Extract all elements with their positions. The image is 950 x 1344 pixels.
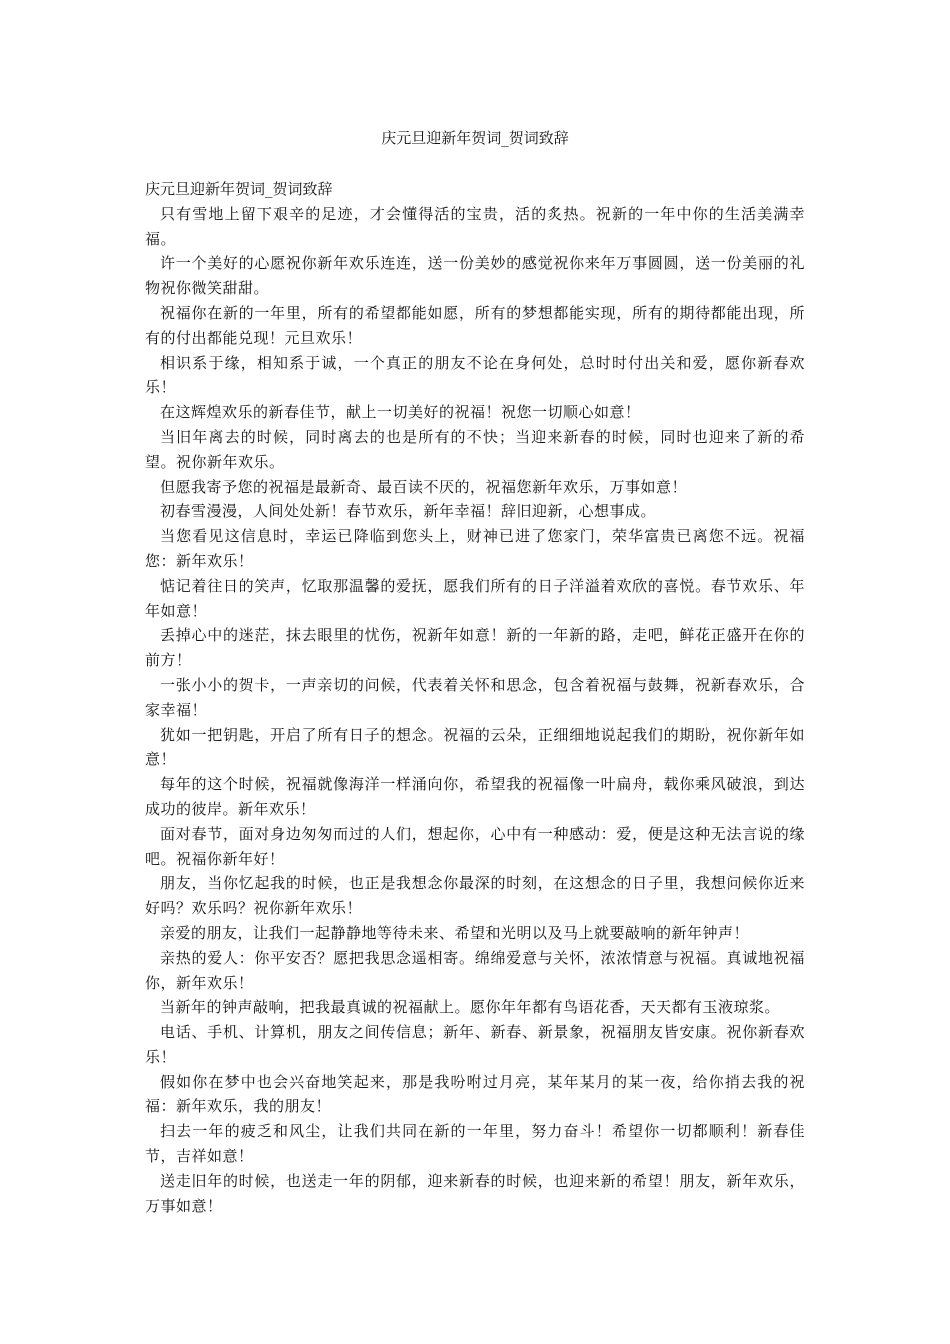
document-body	[145, 177, 805, 1218]
paragraph: 初春雪漫漫，人间处处新！春节欢乐，新年幸福！辞旧迎新，心想事成。	[160, 502, 657, 521]
paragraph: 假如你在梦中也会兴奋地笑起来，那是我吩咐过月亮，某年某月的某一夜，给你捎去我的祝福：新年欢乐，我的朋友！	[145, 1072, 805, 1116]
paragraph: 但愿我寄予您的祝福是最新奇、最百读不厌的，祝福您新年欢乐，万事如意！	[160, 477, 688, 496]
paragraph: 朋友，当你忆起我的时候，也正是我想念你最深的时刻，在这想念的日子里，我想问候你近来好吗？欢乐吗？祝你新年欢乐！	[145, 874, 805, 918]
paragraph: 许一个美好的心愿祝你新年欢乐连连，送一份美妙的感觉祝你来年万事圆圆，送一份美丽的礼物祝你微笑甜甜。	[145, 254, 805, 298]
paragraph: 面对春节，面对身边匆匆而过的人们，想起你，心中有一种感动：爱，便是这种无法言说的缘吧。祝福你新年好！	[145, 824, 805, 868]
paragraph: 祝福你在新的一年里，所有的希望都能如愿，所有的梦想都能实现，所有的期待都能出现，所有的付出都能兑现！元旦欢乐！	[145, 303, 805, 347]
paragraph: 犹如一把钥匙，开启了所有日子的想念。祝福的云朵，正细细地说起我们的期盼，祝你新年如意！	[145, 725, 805, 769]
paragraph: 每年的这个时候，祝福就像海洋一样涌向你，希望我的祝福像一叶扁舟，载你乘风破浪，到达成功的彼岸。新年欢乐！	[145, 775, 805, 818]
paragraph: 只有雪地上留下艰辛的足迹，才会懂得活的宝贵，活的炙热。祝新的一年中你的生活美满幸福。	[145, 204, 805, 248]
paragraph: 一张小小的贺卡，一声亲切的问候，代表着关怀和思念，包含着祝福与鼓舞，祝新春欢乐，合家幸福！	[145, 675, 805, 719]
paragraph: 亲爱的朋友，让我们一起静静地等待未来、希望和光明以及马上就要敲响的新年钟声！	[160, 923, 750, 942]
paragraph: 扫去一年的疲乏和风尘，让我们共同在新的一年里，努力奋斗！希望你一切都顺利！新春佳节，吉祥如意！	[145, 1122, 805, 1166]
paragraph: 惦记着往日的笑声，忆取那温馨的爱抚，愿我们所有的日子洋溢着欢欣的喜悦。春节欢乐、年年如意！	[145, 576, 805, 620]
paragraph: 当新年的钟声敲响，把我最真诚的祝福献上。愿你年年都有鸟语花香，天天都有玉液琼浆。	[160, 998, 781, 1017]
paragraph: 在这辉煌欢乐的新春佳节，献上一切美好的祝福！祝您一切顺心如意！	[160, 403, 641, 422]
document-subtitle: 庆元旦迎新年贺词_贺词致辞	[145, 180, 333, 198]
paragraph: 当您看见这信息时，幸运已降临到您头上，财神已进了您家门，荣华富贵已离您不远。祝福您：新年欢乐！	[145, 527, 805, 570]
paragraph: 电话、手机、计算机，朋友之间传信息；新年、新春、新景象，祝福朋友皆安康。祝你新春欢乐！	[145, 1023, 805, 1066]
paragraph: 丢掉心中的迷茫，抹去眼里的忧伤，祝新年如意！新的一年新的路，走吧，鲜花正盛开在你的前方！	[145, 626, 805, 670]
paragraph: 当旧年离去的时候，同时离去的也是所有的不快；当迎来新春的时候，同时也迎来了新的希望。祝你新年欢乐。	[145, 427, 805, 471]
paragraph: 相识系于缘，相知系于诚，一个真正的朋友不论在身何处，总时时付出关和爱，愿你新春欢乐！	[145, 353, 805, 397]
paragraph: 送走旧年的时候，也送走一年的阴郁，迎来新春的时候，也迎来新的希望！朋友，新年欢乐，万事如意！	[145, 1171, 805, 1215]
page-title: 庆元旦迎新年贺词_贺词致辞	[381, 129, 569, 147]
paragraph: 亲热的爱人：你平安否？愿把我思念遥相寄。绵绵爱意与关怀，浓浓情意与祝福。真诚地祝福你，新年欢乐！	[145, 948, 805, 992]
